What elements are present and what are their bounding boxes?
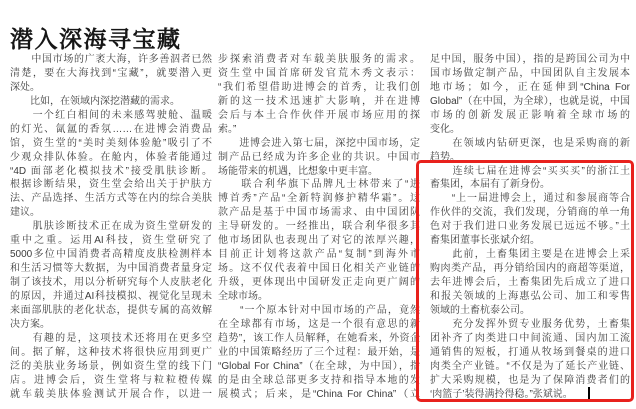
text-line: 泛的美肤业务场景，例如资生堂的线下门 [10,360,212,372]
text-line: 间。据了解，这种技术将很快应用到更广 [10,346,212,358]
text-line: 的灯光、氤氲的香氛……在进博会消费品 [10,123,212,135]
text-line: 资生堂中国首席研发官荒木秀文表示： [218,67,420,79]
text-line: 扩大采购规模，也是为了保障消费者们的 [430,374,630,386]
text-line: 中国市场的广袤大海，许多善泅者已然 [10,54,212,65]
text-line: 市场的创新发展正影响着全球市场的 [430,109,630,121]
text-line: 就车载美肤体验测试开展合作，以进一 [10,388,212,400]
text-line: 店。进博会后，资生堂将与粒粒橙传媒 [10,374,212,386]
text-line: 联合利华旗下品牌凡士林带来了“进 [218,179,420,191]
text-line: “一个原本针对中国市场的产品，竟然 [218,304,420,316]
text-line: 团补齐了肉类进口中间流通、国内加工流 [430,332,630,344]
text-line: 畜集团董事长张斌介绍。 [430,235,540,247]
text-line: 肌肤诊断技术正在成为资生堂研发的 [10,221,212,233]
article-column-2 [218,53,420,401]
text-line: 他市场团队也表现出了对它的浓厚兴趣， [218,235,420,247]
text-line: 在全球都有市场，这是一个很有意思的新 [218,318,420,330]
text-line: 少观众排队体验。在舱内，体验者能通过 [10,151,212,163]
text-line: 索。” [218,123,237,135]
text-line: 决方案。 [10,318,50,330]
text-cursor-icon [588,387,590,399]
text-line: 国市场做定制产品，中国团队自主发展本 [430,67,630,79]
text-line: 变化。 [430,123,460,135]
text-line: 进博会进入第七届，深挖中国市场，定 [218,137,420,149]
text-line: “Global For China”（在全球，为中国），指 [218,360,420,372]
text-line: 全球市场。 [218,290,268,302]
text-line: 有趣的是，这项技术还将用在更多空 [10,332,212,344]
text-line: 此前，土畜集团主要是在进博会上采 [430,249,630,261]
text-line: 地市场；如今，正在延伸到“China For [430,81,630,93]
text-line: 制了该技术，用以分析研究每个人皮肤老化 [10,277,212,288]
text-line: 业的中国策略经历了三个过程：最开始，是 [218,346,420,358]
text-line: 5000多位中国消费者高精度皮肤检测样本 [10,249,212,261]
article-column-3 [430,53,630,401]
text-line: 款产品是基于中国市场需求、由中国团队 [218,207,420,219]
text-line: 目前正计划将这款产品“复制”到海外市 [218,249,420,261]
text-line: 新的这一技术迅速扩大影响，并在进博 [218,95,420,107]
text-line: 升级，更体现出中国研发正走向更广阔的 [218,277,420,288]
text-line: 和报关领域的上海惠弘公司、加工和零售 [430,290,630,302]
text-line: 比如，在领域内深挖潜藏的需求。 [10,95,180,107]
text-line: 色对于我们进口业务发展已远远不够。”土 [430,221,630,233]
text-line: 的是由全球总部更多支持和指导本地的发 [218,374,420,386]
text-line: 来面部肌肤的老化状态，提供专属的高效解 [10,304,212,316]
text-line: 和生活习惯等大数据，为中国消费者量身定 [10,263,212,275]
text-line: 会后与本土合作伙伴开展市场应用的探 [218,109,420,121]
text-line: 足中国，服务中国），指的是跨国公司为中 [430,54,630,65]
text-line: 领域的土畜杭泰公司。 [430,304,530,316]
text-line: 主导研发的。一经推出，联合利华很多其 [218,221,420,233]
article-title: 潜入深海寻宝藏 [10,26,182,53]
text-line: 一个红白相间的未来感驾驶舱、温暖 [10,109,212,121]
text-line: 肉类全产业链。“不仅是为了延长产业链、 [430,360,630,372]
article-column-1 [10,53,212,401]
text-line: 去年进博会后，土畜集团先后成立了进口 [430,277,630,288]
text-line: 连续七届在进博会“买买买”的浙江土 [430,165,630,177]
text-line: 步探索消费者对车载美肤服务的需求。 [218,54,420,65]
text-line: 充分发挥外贸专业服务优势，土畜集 [430,318,630,330]
text-line: 场。这不仅代表着中国日化相关产业链的 [218,263,420,275]
text-line: 法、产品选择、生活方式等在内的综合美肤 [10,193,212,205]
text-line: Global”（在中国，为全球），也就是说，中国 [430,95,630,107]
text-line: 清楚，要在大海找到“宝藏”，就要潜入更 [10,67,212,79]
text-line: 购肉类产品，再分销给国内的商超等渠道， [430,263,630,275]
text-line: 制产品已经成为许多企业的共识。中国市 [218,151,420,163]
text-line: 重中之重。运用AI科技，资生堂研究了 [10,235,212,247]
text-line: 趋势”，该工作人员解释，在她看来，外资企 [218,332,420,344]
text-line: 作伙伴的交流，我们发现，分销商的单一角 [430,207,630,219]
text-line: 博首秀”产品“全新特润修护精华霜”。这 [218,193,420,205]
text-line: 馆，资生堂的“美时美刻体验舱”吸引了不 [10,137,212,149]
text-line: 趋势。 [430,151,460,163]
text-line: 深处。 [10,81,40,93]
text-line: “上一届进博会上，通过和参展商等合 [430,193,630,205]
text-line: ‘肉篮子’装得满拎得稳。”张斌说。 [430,388,573,400]
text-line: “4D 面部老化模拟技术”接受肌肤诊断。 [10,165,212,177]
text-line: 展模式；后来，是“China For China”（立 [218,388,420,400]
text-line: 通销售的短板，打通从牧场到餐桌的进口 [430,346,630,358]
text-line: 建议。 [10,207,40,219]
text-line: 的原因，并通过AI科技模拟、视觉化呈现未 [10,290,212,302]
text-line: 场能带来的机遇，比想象中更丰富。 [218,165,378,177]
text-line: 根据诊断结果，资生堂会给出关于护肤方 [10,179,212,191]
text-line: 畜集团，本届有了新身份。 [430,179,550,191]
text-line: “我们希望借助进博会的首秀，让我们创 [218,81,420,93]
text-line: 在领域内钻研更深，也是采购商的新 [430,137,630,149]
